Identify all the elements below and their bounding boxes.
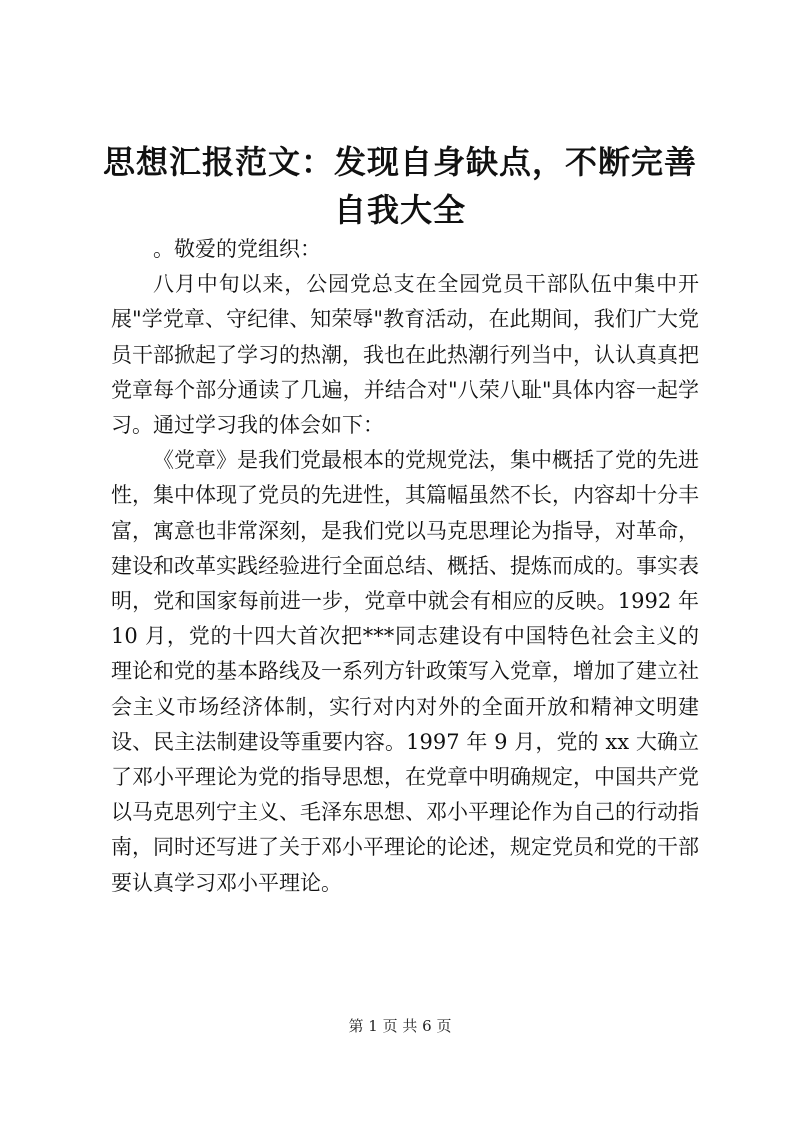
salutation: 。敬爱的党组织： <box>153 237 321 261</box>
document-body <box>111 232 699 901</box>
paragraph: 八月中旬以来，公园党总支在全园党员干部队伍中集中开展"学党章、守纪律、知荣辱"教育活动，在此期间，我们广大党员干部掀起了学习的热潮，我也在此热潮行列当中，认认真真把党章每个部分通读了几遍，并结合对"八荣八耻"具体内容一起学习。通过学习我的体会如下： <box>111 272 699 438</box>
page-number-footer: 第 1 页 共 6 页 <box>348 1017 452 1035</box>
paragraph: 《党章》是我们党最根本的党规党法，集中概括了党的先进性，集中体现了党员的先进性，其篇幅虽然不长，内容却十分丰富，寓意也非常深刻，是我们党以马克思理论为指导，对革命，建设和改革实践经验进行全面总结、概括、提炼而成的。事实表明，党和国家每前进一步，党章中就会有相应的反映。1992 年 10 月，党的十四大首次把***同志建设有中国特色社会主义的理论和党的基本路线及一系列方针政策写入党章，增加了建立社会主义市场经济体制，实行对内对外的全面开放和精神文明建设、民主法制建设等重要内容。1997 年 9 月，党的 xx 大确立了邓小平理论为党的指导思想，在党章中明确规定，中国共产党以马克思列宁主义、毛泽东思想、邓小平理论作为自己的行动指南，同时还写进了关于邓小平理论的论述，规定党员和党的干部要认真学习邓小平理论。 <box>111 448 699 895</box>
document-title: 思想汇报范文：发现自身缺点，不断完善自我大全 <box>102 143 697 229</box>
